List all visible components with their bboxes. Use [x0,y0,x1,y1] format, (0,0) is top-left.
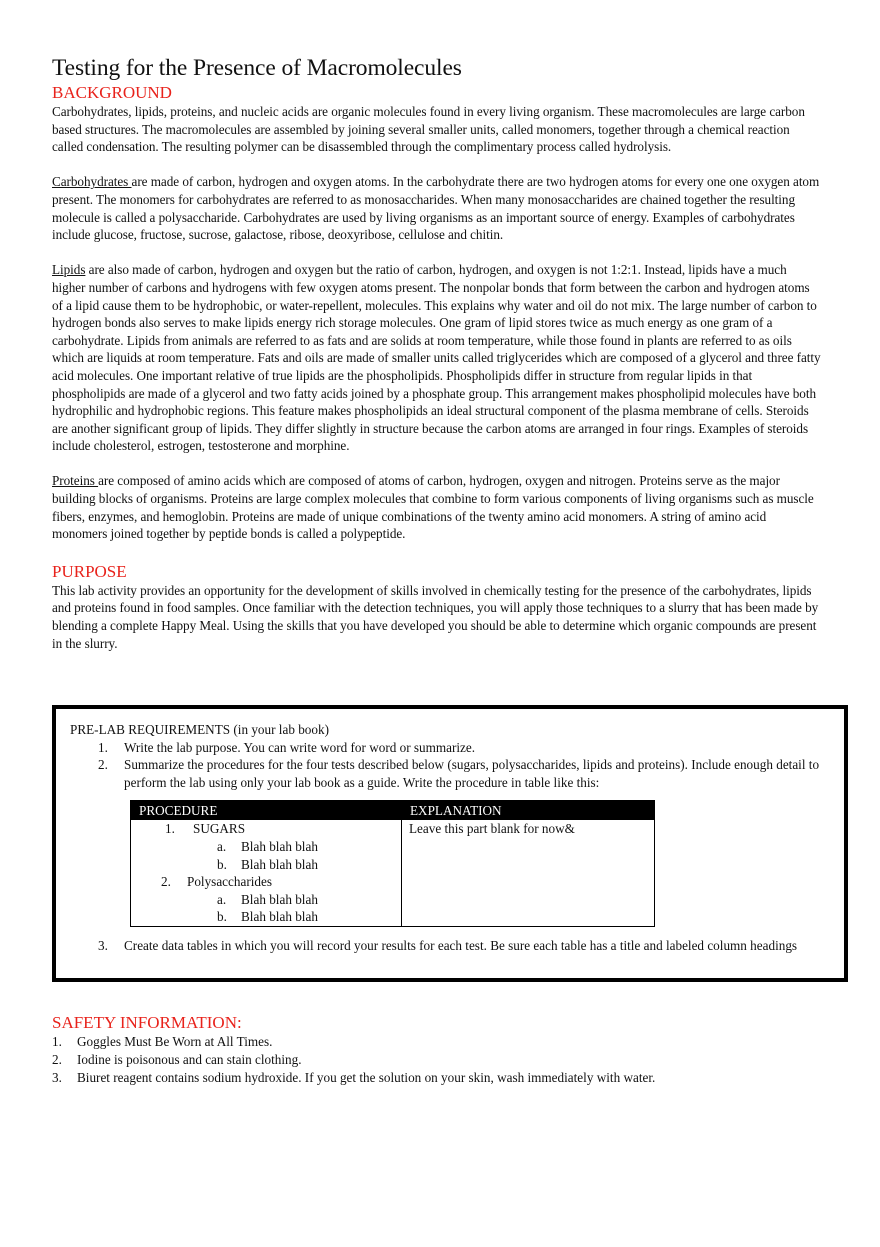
substep-letter: b. [217,909,227,925]
substep-text: Blah blah blah [241,856,318,872]
safety-section [52,1013,822,1087]
procedure-substep [131,891,401,909]
purpose-paragraph: This lab activity provides an opportunity for the development of skills involved in chemically testing for the presence of the carbohydrates, lipids and proteins found in food samples. Once familiar with the detection techniques, you will apply those techniques to a slurry that has been made by blending a complete Happy Meal. Using the skills that you have developed you should be able to determine which organic compounds are present in the slurry. [52,582,819,651]
carbohydrates-text: are made of carbon, hydrogen and oxygen atoms. In the carbohydrate there are two hydrogen atoms for every one one oxygen atom present. The monomers for carbohydrates are referred to as monosaccharides. When many monosaccharides are chained together the resulting molecule is called a polysaccharide. Carbohydrates are used by living organisms as an important source of energy. Examples of carbohydrates include glucose, fructose, sucrose, galactose, ribose, deoxyribose, cellulose and chitin. [52,174,820,243]
background-heading: BACKGROUND [52,83,172,102]
carbohydrates-paragraph [52,173,822,243]
substep-letter: b. [217,856,227,872]
substep-text: Blah blah blah [241,909,318,925]
safety-item [52,1051,822,1069]
safety-item-text: Biuret reagent contains sodium hydroxide. If you get the solution on your skin, wash immediately with water. [77,1070,656,1085]
prelab-heading: PRE-LAB REQUIREMENTS (in your lab book) [70,722,329,737]
proteins-text: are composed of amino acids which are composed of atoms of carbon, hydrogen, oxygen and nitrogen. Proteins serve as the major building blocks of organisms. Proteins are large complex molecules that combine to form various components of living organisms such as muscle fibers, enzymes, and hemoglobin. Proteins are made of unique combinations of the twenty amino acid monomers. A string of amino acid monomers joined together by peptide bonds is called a polypeptide. [52,473,814,542]
safety-heading: SAFETY INFORMATION: [52,1013,242,1032]
prelab-item-text: Create data tables in which you will record your results for each test. Be sure each table has a title and labeled column headings [124,937,798,953]
document-body [52,53,822,652]
step-number: 2. [161,874,171,890]
safety-list [52,1033,822,1087]
procedure-table [130,800,655,927]
lipids-paragraph [52,261,822,455]
procedure-substep [131,856,401,874]
prelab-item-text: Summarize the procedures for the four tests described below (sugars, polysaccharides, lipids and proteins). Include enough detail to perform the lab using only your lab book as a guide. Write the procedure in table like this: [124,757,820,790]
proteins-paragraph [52,472,822,542]
substep-text: Blah blah blah [241,891,318,907]
prelab-item-number: 2. [98,757,108,773]
step-number: 1. [165,821,175,837]
procedure-step [127,873,397,891]
step-text: SUGARS [193,821,246,837]
prelab-list-continued [70,937,830,955]
table-header-explanation: EXPLANATION [402,801,655,820]
prelab-item-text: Write the lab purpose. You can write word for word or summarize. [124,739,476,755]
procedure-cell [131,820,402,927]
step-text: Polysaccharides [187,874,272,890]
page-title: Testing for the Presence of Macromolecules [52,55,462,81]
substep-letter: a. [217,838,227,854]
prelab-requirements-box [52,705,848,982]
safety-item [52,1069,822,1087]
prelab-item [70,756,830,791]
background-intro-paragraph: Carbohydrates, lipids, proteins, and nucleic acids are organic molecules found in every living organism. These macromolecules are large carbon based structures. The macromolecules are assembled by joining several smaller units, called monomers, together through a chemical reaction called condensation. The resulting polymer can be disassembled through the complimentary process called hydrolysis. [52,104,805,155]
procedure-substep [131,838,401,856]
lipids-term: Lipids [52,262,86,278]
safety-item-number: 1. [52,1034,62,1049]
procedure-substep [131,908,401,926]
safety-item [52,1033,822,1051]
substep-letter: a. [217,891,227,907]
explanation-cell: Leave this part blank for now& [402,820,655,927]
lipids-text: are also made of carbon, hydrogen and oxygen but the ratio of carbon, hydrogen, and oxygen is not 1:2:1. Instead, lipids have a much higher number of carbons and hydrogens with few oxygen atoms present. The nonpolar bonds that form between the carbon and hydrogen atoms of a lipid cause them to be hydrophobic, or water-repellent, molecules. This explains why water and oil do not mix. The large number of carbon to hydrogen bonds also serves to make lipids energy rich storage molecules. One gram of lipid stores twice as much energy as one gram of a carbohydrate. Lipids from animals are referred to as fats and are solids at room temperature, while those found in plants are referred to as oils which are liquids at room temperature. Fats and oils are made of smaller units called triglycerides which are composed of a glycerol and three fatty acid molecules. One important relative of true lipids are the phospholipids. Phospholipids differ in structure from regular lipids in that phospholipids are made of a glycerol and two fatty acids joined by a phosphate group. This arrangement makes phospholipid molecules have both hydrophilic and hydrophobic regions. This feature makes phospholipids an ideal structural component of the plasma membrane of cells. Steroids are another significant group of lipids. They differ slightly in structure because the carbon atoms are arranged in four rings. Examples of steroids include cholesterol, estrogen, testosterone and morphine. [52,262,821,454]
safety-item-number: 2. [52,1052,62,1067]
procedure-step [131,820,401,838]
table-header-procedure: PROCEDURE [131,801,402,820]
carbohydrates-term: Carbohydrates [52,174,132,190]
prelab-item [70,937,830,955]
proteins-term: Proteins [52,473,99,489]
prelab-item-number: 1. [98,739,108,755]
prelab-item [70,739,830,757]
substep-text: Blah blah blah [241,838,318,854]
safety-item-number: 3. [52,1070,62,1085]
safety-item-text: Goggles Must Be Worn at All Times. [77,1034,273,1049]
prelab-list [70,739,830,792]
safety-item-text: Iodine is poisonous and can stain clothing. [77,1052,302,1067]
purpose-heading: PURPOSE [52,561,127,581]
prelab-item-number: 3. [98,937,108,953]
